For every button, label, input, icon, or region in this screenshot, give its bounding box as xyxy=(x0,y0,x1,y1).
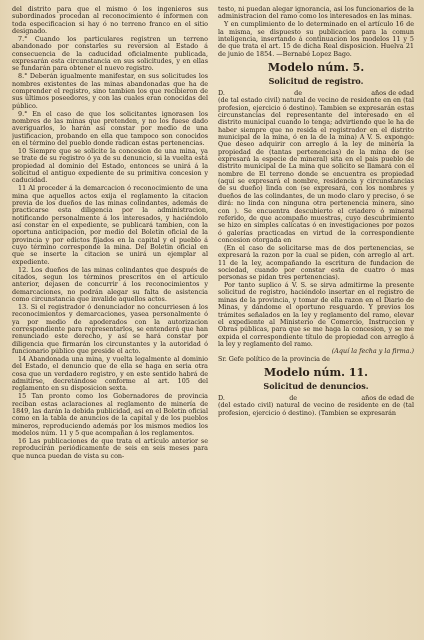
right-column xyxy=(218,6,414,636)
paragraph: (del estado civil) natural de vecino de residente en de (tal profesion, ejercicio ó destino). (Tambien se expresarán xyxy=(218,401,414,417)
model-11-title: Modelo núm. 11. xyxy=(264,365,368,379)
paragraph: (de tal estado civil) natural de vecino de residente en en (tal profesion, ejercicio ó destino). Tambien se expresarán estas circunstancias del representante del interesado en el distrito municipal cuando lo tenga; advirtiendo que le ha de haber siempre que no resida el registrador en el distrito municipal de la mina, ó en la de la mina) A V. S. expongo: Que deseo adquirir con arreglo á la ley de minería la propiedad de (tantas pertenencias) de la mina de (se expresará la especie de mineral) sita en el pais pueblo de distrito municipal de La mina que solicito se llamará con el nombre de El terreno donde se encuentra es propiedad (aquí se expresará el nombre, residencia y circunstancias de su dueño) linda con (se expresará, con los nombres y dueños de las colindantes, de un modo claro y preciso, ó se dirá: no linda con ninguna otra pertenencia minera, sino con ). Se encuentra descubierto el criadero ó mineral referido, de que acompaño muestras, cuyo descubrimiento se hizo en simples calicatas ó en investigaciones por pozos ó galerías practicadas en virtud de la correspondiente concesion otorgada en xyxy=(218,96,414,244)
paragraph: 8.° Deberán igualmente manifestar, en sus solicitudes los nombres existentes de las minas abandonadas que ha de comprender el registro, sino tambien los que recibieron de sus últimos poseedores, y con las cuales eran conocidas del público. xyxy=(12,72,208,110)
form-field-label: años de edad xyxy=(371,89,414,97)
paragraph: 13. Si el registrador ó denunciador no concurriesen á los reconocimientos y demarcaciones, yasea personalmente ó ya por medio de apoderados con la autorizacion correspondiente para representarlos, se entenderá que han renunciado este derecho, y así se hará constar por diligencia que firmarán los circunstantes y la autoridad ó funcionario público que preside el acto. xyxy=(12,302,208,355)
model-5-title: Modelo núm. 5. xyxy=(267,61,365,74)
left-column xyxy=(12,6,208,636)
paragraph: Por tanto suplico á V. S. se sirva admitirme la presente solicitud de registro, haciéndolo insertar en el registro de minas de la provincia, y tomar de ella razon en el Diario de Minas, y dándome el oportuno resguardo. Y previos los trámites señalados en la ley y reglamento del ramo, elevar el expediente al Ministerio de Comercio, Instruccion y Obras públicas, para que se me haga la concesion, y se me expida el correspondiente título de propiedad con arreglo á la ley y reglamento del ramo. xyxy=(218,281,414,348)
signature-line: (Aquí la fecha y la firma.) xyxy=(331,347,414,356)
form-field-label: de xyxy=(294,89,303,97)
model-5-subtitle: Solicitud de registro. xyxy=(268,76,364,86)
paragraph: del distrito para que el mismo ó los ingenieros sus subordinados procedan al reconocimiento é informen con toda especificacion si hay ó no terreno franco en el sitio designado. xyxy=(12,6,208,36)
form-field-label: D. xyxy=(218,393,225,402)
paragraph: 9.° En el caso de que los solicitantes ignorasen los nombres de las minas que pretenden, y no los fuese dado averiguarlos, lo harán asi constar por medio de una justificacion, probando en ella que tampoco son conocidos en el término del pueblo donde radican estas pertenencias. xyxy=(12,109,208,147)
form-field-label: D. xyxy=(218,89,225,97)
paragraph: 12. Los dueños de las minas colindantes que después de citados, segun los términos prescritos en el artículo anterior, dejasen de concurrir á los reconocimientos y demarcaciones, no podrán alegar su falta de asistencia como circunstancia que invalide aquellos actos. xyxy=(12,265,208,303)
paragraph: testo, ni puedan alegar ignorancia, asi los funcionarios de la administracion del ramo como los interesados en las minas. xyxy=(218,6,414,21)
paragraph: 10 Siempre que se solicite la concesion de una mina, ya se trate de su registro ó ya de su denuncio, si la vuelta está propiedad al dominio del Estado, entonces se unirá á la solicitud el antiguo expediente de su primitiva concesion y caducidad. xyxy=(12,146,208,185)
paragraph: 15 Tan pronto como los Gobernadores de provincia reciban estas aclaraciones al reglamento de minería de 1849, las darán la debida publicidad, así en el Boletin oficial como en la tabla de anuncios de la capital y de los pueblos mineros, reproduciendo además por los mismos medios los modelos núm. 11 y 5 que acompañan á los reglamentos. xyxy=(12,392,208,437)
model-11-body xyxy=(218,402,414,417)
right-column-intro xyxy=(218,6,414,58)
paragraph: 7.° Cuando los particulares registren un terreno abandonado por constarles su reversion al Estado á consecuencia de la caducidad oficialmente publicada, expresarán esta circunstancia en sus solicitudes, y en ellas se fundarán para obtener el nuevo registro. xyxy=(12,34,208,73)
paragraph: Sr. Gefe político de la provincia de xyxy=(218,354,330,363)
paragraph: 16 Las publicaciones de que trata el artículo anterior se reproducirán periódicamente de seis en seis meses para que nunca puedan de vista su con- xyxy=(12,436,208,460)
form-field-label: años de edad de xyxy=(361,393,414,402)
paragraph: 11 Al proceder á la demarcacion ó reconocimiento de una mina que aquellos actos exija el reglamento la citacion previa de los dueños de las minas colindantes, además de practicarse esta diligencia por la administracion, notificando personalmente á los interesados, y haciéndolo así constar en el expediente, se publicará tambien, con la oportuna anticipacion, por medio del Boletin oficial de la provincia y por edictos fijados en la capital y el pueblo á cuyo término corresponde la mina. Del Boletin oficial en que se inserte la citacion se unirá un ejemplar al expediente. xyxy=(12,184,208,266)
form-field-label: de xyxy=(289,393,298,402)
model-11-subtitle: Solicitud de denuncios. xyxy=(263,380,369,391)
paragraph: 14 Abandonada una mina, y vuelta legalmente al dominio del Estado, el denuncio que de ella se haga en seria otra cosa que un verdadero registro, y en este sentido habrá de admitirse, decretándose conforme al art. 105 del reglamento en su disposicion sexta. xyxy=(12,354,208,393)
model-5-body xyxy=(218,97,414,363)
paragraph: (En el caso de solicitarse mas de dos pertenencias, se expresará la razon por la cual se piden, con arreglo al art. 11 de la ley, acompañando la escritura de fundacion de sociedad, cuando por constar esta de cuatro ó mas personas se pidan tres pertenencias). xyxy=(218,243,414,282)
paragraph: Y en cumplimiento de lo determinado en el artículo 16 de la misma, se dispuesto su publicacion para la comun inteligencia, insertando á continuacion los modelos 11 y 5 de que trata el art. 15 de dicha Real disposicion. Huelva 21 de junio de 1854. —Bernabé Lopez Bago. xyxy=(218,20,414,58)
